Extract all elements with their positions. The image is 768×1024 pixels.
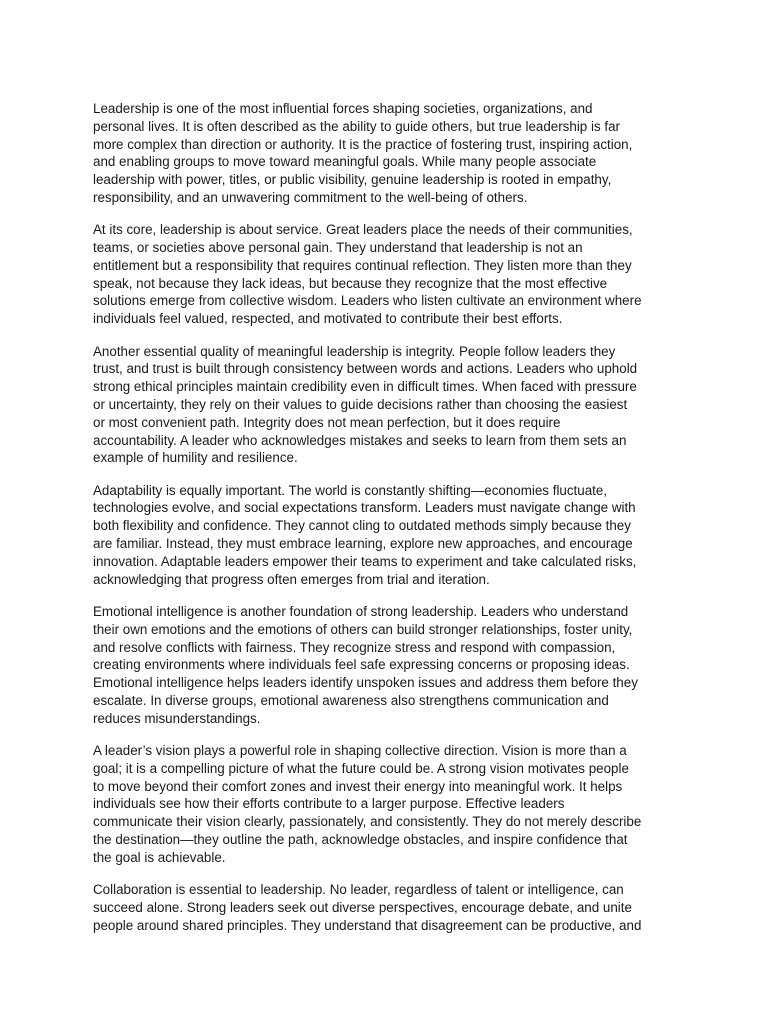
text-line: people around shared principles. They understand that disagreement can be productive, and — [93, 917, 642, 933]
text-line: and resolve conflicts with fairness. They recognize stress and respond with compassion, — [93, 639, 616, 655]
text-line: reduces misunderstandings. — [93, 710, 261, 726]
text-line: strong ethical principles maintain credibility even in difficult times. When faced with pressure — [93, 379, 637, 395]
text-line: accountability. A leader who acknowledges mistakes and seeks to learn from them sets an — [93, 432, 627, 448]
text-line: entitlement but a responsibility that requires continual reflection. They listen more than they — [93, 257, 632, 273]
text-line: are familiar. Instead, they must embrace learning, explore new approaches, and encourage — [93, 536, 633, 552]
text-line: Adaptability is equally important. The world is constantly shifting—economies fluctuate, — [93, 482, 608, 498]
text-line: goal; it is a compelling picture of what the future could be. A strong vision motivates people — [93, 760, 629, 776]
text-line: teams, or societies above personal gain. They understand that leadership is not an — [93, 240, 583, 256]
text-line: Emotional intelligence is another foundation of strong leadership. Leaders who understand — [93, 603, 629, 619]
text-line: their own emotions and the emotions of others can build stronger relationships, foster unity, — [93, 621, 633, 637]
text-line: At its core, leadership is about service. Great leaders place the needs of their communities, — [93, 222, 633, 238]
paragraph-5 — [93, 603, 678, 728]
text-line: communicate their vision clearly, passionately, and consistently. They do not merely describe — [93, 814, 642, 830]
text-line: more complex than direction or authority. It is the practice of fostering trust, inspiring action, — [93, 136, 633, 152]
paragraph-3 — [93, 343, 678, 468]
text-line: Emotional intelligence helps leaders identify unspoken issues and address them before they — [93, 675, 638, 691]
text-line: to move beyond their comfort zones and invest their energy into meaningful work. It helps — [93, 778, 623, 794]
text-line: both flexibility and confidence. They cannot cling to outdated methods simply because they — [93, 518, 631, 534]
text-line: creating environments where individuals feel safe expressing concerns or proposing ideas. — [93, 657, 630, 673]
text-line: individuals see how their efforts contribute to a larger purpose. Effective leaders — [93, 796, 565, 812]
paragraph-4 — [93, 482, 678, 589]
text-line: personal lives. It is often described as the ability to guide others, but true leadership is far — [93, 118, 620, 134]
text-line: Another essential quality of meaningful leadership is integrity. People follow leaders they — [93, 343, 616, 359]
text-line: succeed alone. Strong leaders seek out diverse perspectives, encourage debate, and unite — [93, 899, 632, 915]
paragraph-2 — [93, 221, 678, 328]
text-line: leadership with power, titles, or public visibility, genuine leadership is rooted in empathy, — [93, 172, 612, 188]
text-line: technologies evolve, and social expectations transform. Leaders must navigate change with — [93, 500, 636, 516]
text-line: or uncertainty, they rely on their values to guide decisions rather than choosing the easiest — [93, 396, 628, 412]
text-line: escalate. In diverse groups, emotional awareness also strengthens communication and — [93, 692, 609, 708]
text-line: Collaboration is essential to leadership. No leader, regardless of talent or intelligence, can — [93, 882, 624, 898]
text-line: or most convenient path. Integrity does not mean perfection, but it does require — [93, 414, 561, 430]
paragraph-1 — [93, 100, 678, 207]
text-line: responsibility, and an unwavering commitment to the well-being of others. — [93, 189, 528, 205]
paragraph-6 — [93, 742, 678, 867]
text-line: A leader’s vision plays a powerful role in shaping collective direction. Vision is more than a — [93, 743, 627, 758]
text-line: individuals feel valued, respected, and motivated to contribute their best efforts. — [93, 311, 563, 327]
text-line: the destination—they outline the path, acknowledge obstacles, and inspire confidence that — [93, 831, 628, 847]
text-line: example of humility and resilience. — [93, 450, 298, 466]
document-body — [93, 100, 678, 949]
text-line: innovation. Adaptable leaders empower their teams to experiment and take calculated risks, — [93, 553, 637, 569]
text-line: trust, and trust is built through consistency between words and actions. Leaders who uphold — [93, 361, 638, 377]
paragraph-7 — [93, 881, 678, 934]
text-line: solutions emerge from collective wisdom. Leaders who listen cultivate an environment where — [93, 293, 642, 309]
text-line: Leadership is one of the most influential forces shaping societies, organizations, and — [93, 101, 593, 116]
text-line: speak, not because they lack ideas, but because they recognize that the most effective — [93, 275, 608, 291]
text-line: acknowledging that progress often emerges from trial and iteration. — [93, 571, 490, 587]
text-line: and enabling groups to move toward meaningful goals. While many people associate — [93, 154, 597, 170]
text-line: the goal is achievable. — [93, 849, 226, 865]
